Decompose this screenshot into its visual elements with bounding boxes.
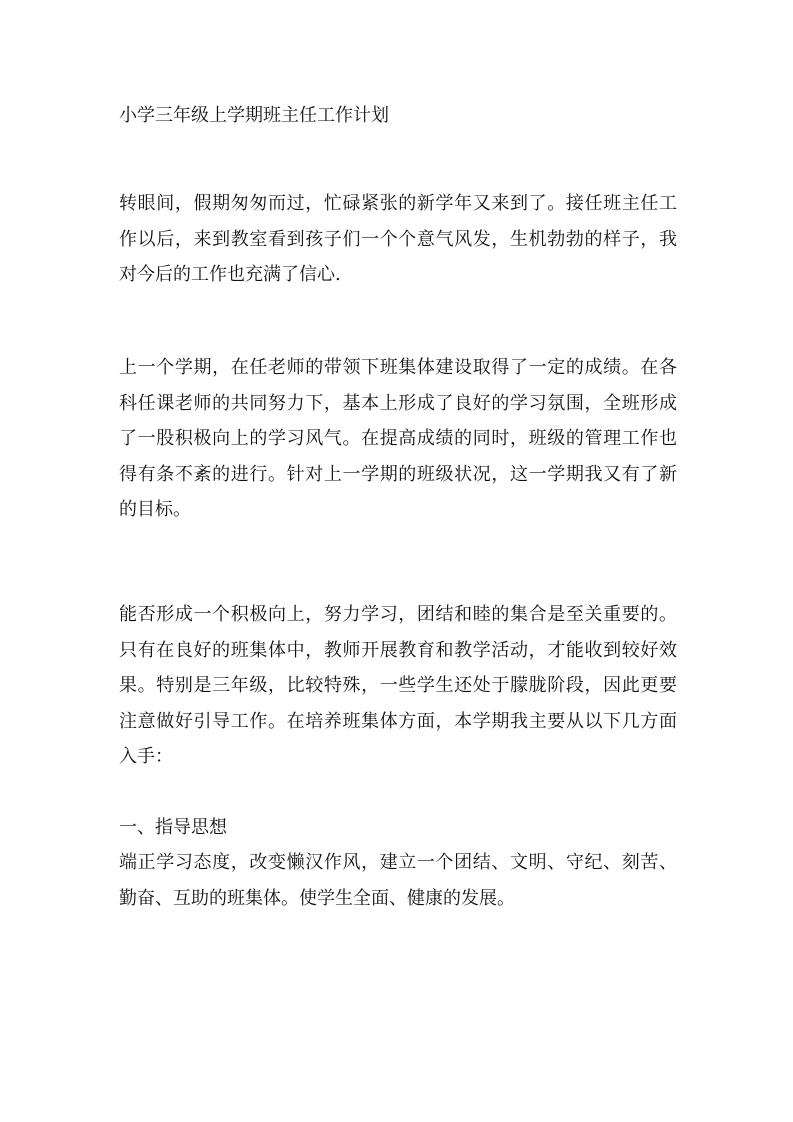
paragraph-line: 只有在良好的班集体中，教师开展教育和教学活动，才能收到较好效 xyxy=(119,639,677,661)
paragraph-line: 对今后的工作也充满了信心. xyxy=(119,264,341,285)
paragraph-guiding-ideology xyxy=(119,845,677,916)
paragraph-class-collective xyxy=(119,597,677,775)
paragraph-line: 上一个学期，在任老师的带领下班集体建设取得了一定的成绩。在各 xyxy=(119,357,677,378)
paragraph-last-semester xyxy=(119,350,677,528)
paragraph-line: 作以后，来到教室看到孩子们一个个意气风发，生机勃勃的样子，我 xyxy=(119,228,677,250)
paragraph-line: 能否形成一个积极向上，努力学习，团结和睦的集合是至关重要的。 xyxy=(119,604,677,625)
paragraph-line: 的目标。 xyxy=(119,499,191,520)
section-heading xyxy=(119,810,677,846)
section-heading-text: 一、指导思想 xyxy=(119,817,227,838)
document-title: 小学三年级上学期班主任工作计划 xyxy=(119,105,389,126)
paragraph-line: 转眼间，假期匆匆而过，忙碌紧张的新学年又来到了。接任班主任工 xyxy=(119,193,677,214)
paragraph-line: 得有条不紊的进行。针对上一学期的班级状况，这一学期我又有了新 xyxy=(119,463,677,485)
paragraph-line: 了一股积极向上的学习风气。在提高成绩的同时，班级的管理工作也 xyxy=(119,428,677,449)
paragraph-line: 注意做好引导工作。在培养班集体方面，本学期我主要从以下几方面 xyxy=(119,710,677,732)
paragraph-line: 入手： xyxy=(119,746,173,767)
paragraph-line: 勤奋、互助的班集体。使学生全面、健康的发展。 xyxy=(119,887,515,909)
paragraph-line: 端正学习态度，改变懒汉作风，建立一个团结、文明、守纪、刻苦、 xyxy=(119,852,677,873)
paragraph-intro xyxy=(119,186,677,293)
paragraph-line: 果。特别是三年级，比较特殊，一些学生还处于朦胧阶段，因此更要 xyxy=(119,675,677,696)
paragraph-line: 科任课老师的共同努力下，基本上形成了良好的学习氛围，全班形成 xyxy=(119,392,677,414)
